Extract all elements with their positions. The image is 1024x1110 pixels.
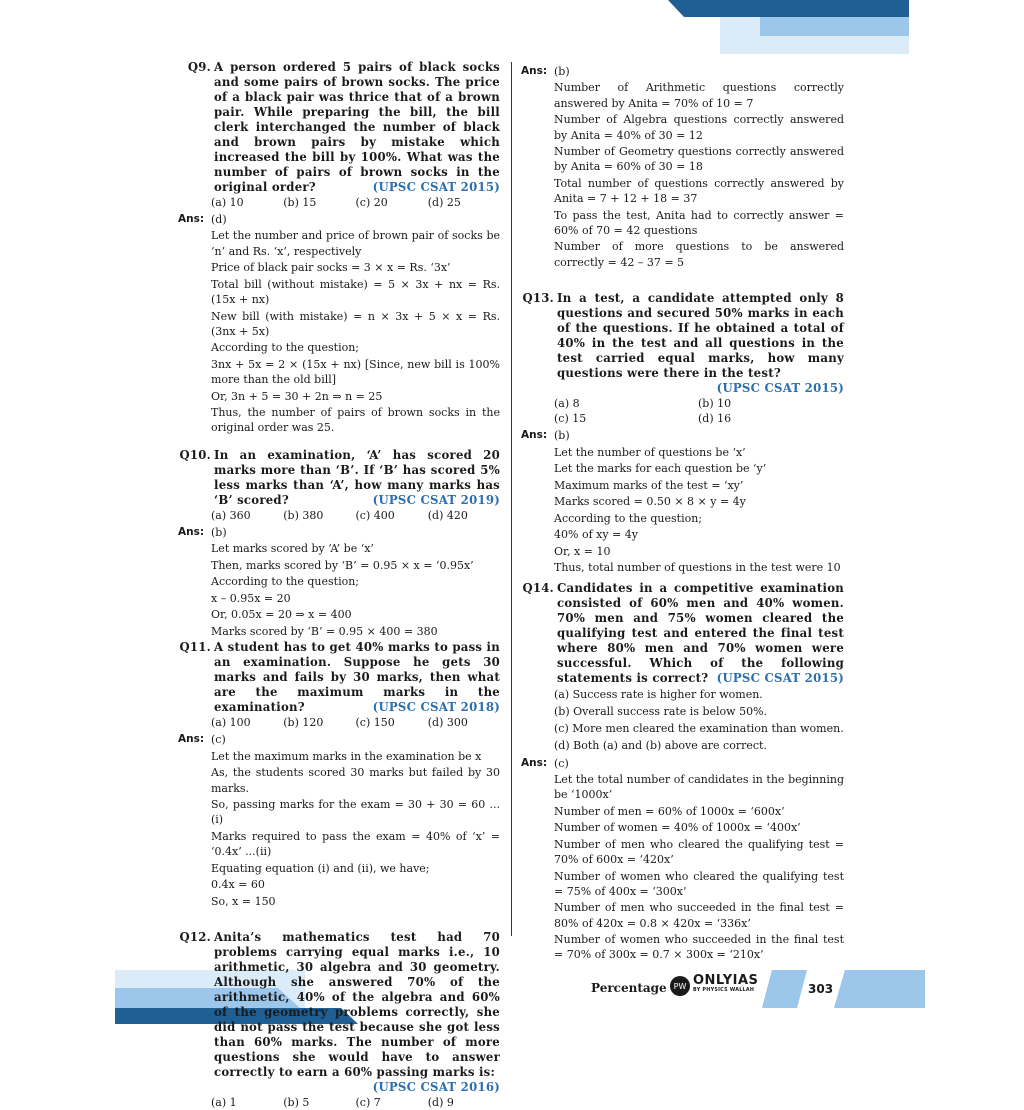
question-9	[178, 60, 500, 195]
question-text: Anita’s mathematics test had 70 problems carrying equal marks i.e., 10 arithmetic, 30 algebra and 30 geometry. Although she answered 70% of the arithmetic, 40% of the algebra and 60% of the geometry problems correctly, she did not pass the test because she got less than 60% marks. The number of more questions she would have to answer correctly to earn a 60% passing marks is:	[214, 930, 500, 1079]
option-d: (d) 420	[427, 508, 468, 522]
solution-step: Number of men who succeeded in the final test = 80% of 420x = 0.8 × 420x = ‘336x’	[554, 901, 844, 930]
header-stripe-mid	[760, 17, 909, 36]
question-14	[521, 581, 844, 686]
options	[554, 396, 844, 426]
question-13	[521, 291, 844, 396]
question-10	[178, 448, 500, 508]
option-c: (c) 150	[355, 716, 395, 730]
solution-step: Thus, total number of questions in the test were 10	[554, 561, 841, 575]
answer-12	[521, 64, 844, 271]
options	[211, 715, 500, 730]
solution-step: Or, 0.05x = 20 ⇒ x = 400	[211, 608, 352, 622]
solution-step: Then, marks scored by ‘B’ = 0.95 × x = ‘0.95x’	[211, 558, 474, 572]
solution-step: Number of women = 40% of 1000x = ‘400x’	[554, 821, 801, 835]
option-c: (c) 20	[355, 196, 388, 209]
options	[554, 686, 844, 754]
footer-right-bar-1	[762, 970, 807, 1008]
solution-step: Let the marks for each question be ‘y’	[554, 462, 767, 476]
solution-step: Marks required to pass the exam = 40% of ‘x’ = ‘0.4x’ ...(ii)	[211, 829, 500, 859]
question-source: (UPSC CSAT 2016)	[372, 1080, 500, 1094]
option-c: (c) 15	[554, 412, 587, 426]
answer-label: Ans:	[521, 429, 548, 442]
solution-step: Number of Algebra questions correctly answered by Anita = 40% of 30 = 12	[554, 113, 844, 142]
solution-step: Maximum marks of the test = ‘xy’	[554, 478, 744, 492]
pw-logo-icon: PW	[670, 976, 690, 996]
chapter-title: Percentage	[591, 981, 667, 995]
solution-step: Marks scored by ‘B’ = 0.95 × 400 = 380	[211, 624, 438, 638]
answer-14	[521, 756, 844, 964]
solution-step: x – 0.95x = 20	[211, 591, 291, 605]
option-c: (c) 7	[355, 1096, 381, 1109]
options	[211, 508, 500, 523]
solution-step: Number of more questions to be answered correctly = 42 – 37 = 5	[554, 240, 844, 269]
question-text: A student has to get 40% marks to pass in an examination. Suppose he gets 30 marks and fails by 30 marks, then what are the maximum marks in the examination?	[214, 640, 500, 715]
question-text: In an examination, ‘A’ has scored 20 marks more than ‘B’. If ‘B’ has scored 5% less marks than ‘A’, how many marks has ‘B’ scored?	[214, 447, 500, 507]
question-number: Q14.	[522, 580, 554, 595]
question-text: A person ordered 5 pairs of black socks and some pairs of brown socks. The price of a black pair was thrice that of a brown pair. While preparing the bill, the bill clerk interchanged the number of black and brown pairs by mistake which increased the bill by 100%. What was the number of pairs of brown socks in the original order?	[214, 60, 500, 194]
answer-label: Ans:	[521, 756, 548, 769]
question-number: Q9.	[187, 60, 211, 74]
solution-step: As, the students scored 30 marks but failed by 30 marks.	[211, 766, 500, 795]
solution-step: Number of Geometry questions correctly answered by Anita = 60% of 30 = 18	[554, 145, 844, 174]
footer-right-bar-2	[834, 970, 925, 1008]
solution-step: Let the number and price of brown pair of socks be ‘n’ and Rs. ‘x’, respectively	[211, 229, 500, 258]
solution-step: Number of women who succeeded in the final test = 70% of 300x = 0.7 × 300x = ‘210x’	[554, 933, 844, 962]
brand-logo	[670, 973, 759, 996]
option-b: (b) Overall success rate is below 50%.	[554, 704, 768, 718]
options	[211, 195, 500, 210]
option-b: (b) 15	[283, 196, 317, 209]
header-stripe-dark	[668, 0, 909, 17]
column-divider	[511, 62, 512, 936]
solution-step: Or, x = 10	[554, 544, 611, 558]
answer-choice: (b)	[211, 525, 227, 539]
solution-step: Number of women who cleared the qualifying test = 75% of 400x = ‘300x’	[554, 869, 844, 898]
question-number: Q11.	[179, 640, 211, 655]
option-b: (b) 120	[283, 716, 324, 730]
brand-subtitle: BY PHYSICS WALLAH	[693, 988, 755, 993]
solution-step: Let the total number of candidates in the beginning be ‘1000x’	[554, 773, 844, 802]
left-column	[178, 60, 500, 1110]
solution-step: Or, 3n + 5 = 30 + 2n ⇒ n = 25	[211, 389, 383, 403]
option-c: (c) More men cleared the examination than women.	[554, 721, 844, 735]
answer-choice: (b)	[554, 65, 570, 78]
answer-9	[178, 212, 500, 437]
page-number: 303	[808, 982, 834, 996]
solution-step: According to the question;	[211, 341, 360, 355]
solution-step: Let the number of questions be ‘x’	[554, 445, 746, 459]
solution-step: Price of black pair socks = 3 × x = Rs. ‘3x’	[211, 261, 451, 275]
question-number: Q10.	[179, 447, 211, 462]
question-12	[178, 930, 500, 1095]
question-source: (UPSC CSAT 2018)	[372, 700, 500, 715]
solution-step: So, passing marks for the exam = 30 + 30 = 60 ...(i)	[211, 797, 500, 827]
solution-step: According to the question;	[554, 511, 703, 525]
option-d: (d) Both (a) and (b) above are correct.	[554, 738, 767, 752]
solution-step: Number of men who cleared the qualifying test = 70% of 600x = ‘420x’	[554, 837, 844, 867]
answer-label: Ans:	[178, 525, 205, 538]
option-a: (a) 1	[211, 1096, 237, 1109]
option-d: (d) 16	[698, 412, 732, 426]
option-d: (d) 25	[427, 196, 461, 209]
option-c: (c) 400	[355, 508, 395, 522]
option-a: (a) 100	[211, 716, 251, 730]
option-a: (a) 360	[211, 508, 251, 522]
question-text: Candidates in a competitive examination consisted of 60% men and 40% women. 70% men and 75% women cleared the qualifying test and entered the final test where 80% men and 70% women were successful. Which of the following statements is correct?	[557, 580, 844, 685]
solution-step: 40% of xy = 4y	[554, 528, 638, 542]
answer-label: Ans:	[178, 213, 205, 225]
question-number: Q13.	[522, 291, 554, 306]
option-d: (d) 9	[427, 1096, 454, 1109]
option-a: (a) 8	[554, 397, 580, 411]
answer-choice: (b)	[554, 429, 570, 443]
question-text: In a test, a candidate attempted only 8 questions and secured 50% marks in each of the questions. If he obtained a total of 40% in the test and all questions in the test carried equal marks, how many questions were there in the test?	[557, 291, 844, 381]
solution-step: New bill (with mistake) = n × 3x + 5 × x = Rs. (3nx + 5x)	[211, 309, 500, 338]
solution-step: Let marks scored by ‘A’ be ‘x’	[211, 542, 374, 556]
solution-step: So, x = 150	[211, 894, 276, 908]
answer-choice: (c)	[211, 733, 226, 747]
brand-name: ONLYIAS	[693, 973, 759, 988]
question-number: Q12.	[179, 930, 211, 944]
question-source: (UPSC CSAT 2015)	[372, 180, 500, 194]
answer-label: Ans:	[178, 733, 205, 746]
answer-choice: (d)	[211, 213, 227, 226]
solution-step: Number of men = 60% of 1000x = ‘600x’	[554, 804, 785, 818]
answer-13	[521, 428, 844, 576]
solution-step: 3nx + 5x = 2 × (15x + nx) [Since, new bill is 100% more than the old bill]	[211, 357, 500, 387]
solution-step: 0.4x = 60	[211, 878, 265, 892]
answer-10	[178, 525, 500, 640]
answer-label: Ans:	[521, 65, 548, 77]
option-b: (b) 10	[698, 397, 732, 411]
option-b: (b) 5	[283, 1096, 310, 1109]
answer-11	[178, 732, 500, 910]
option-a: (a) 10	[211, 196, 244, 209]
question-source: (UPSC CSAT 2015)	[716, 670, 844, 685]
question-11	[178, 640, 500, 715]
solution-step: To pass the test, Anita had to correctly answer = 60% of 70 = 42 questions	[554, 208, 844, 237]
solution-step: Marks scored = 0.50 × 8 × y = 4y	[554, 495, 746, 509]
right-column	[521, 60, 844, 964]
solution-step: Let the maximum marks in the examination be x	[211, 749, 482, 763]
question-source: (UPSC CSAT 2019)	[372, 492, 500, 507]
solution-step: Equating equation (i) and (ii), we have;	[211, 861, 430, 875]
solution-step: Thus, the number of pairs of brown socks in the original order was 25.	[211, 406, 500, 435]
option-b: (b) 380	[283, 508, 324, 522]
solution-step: Number of Arithmetic questions correctly answered by Anita = 70% of 10 = 7	[554, 81, 844, 110]
option-a: (a) Success rate is higher for women.	[554, 687, 763, 701]
question-source: (UPSC CSAT 2015)	[716, 381, 844, 396]
answer-choice: (c)	[554, 756, 569, 770]
solution-step: Total bill (without mistake) = 5 × 3x + nx = Rs. (15x + nx)	[211, 277, 500, 307]
options	[211, 1095, 500, 1110]
solution-step: According to the question;	[211, 575, 360, 589]
option-d: (d) 300	[427, 716, 468, 730]
solution-step: Total number of questions correctly answered by Anita = 7 + 12 + 18 = 37	[554, 176, 844, 206]
